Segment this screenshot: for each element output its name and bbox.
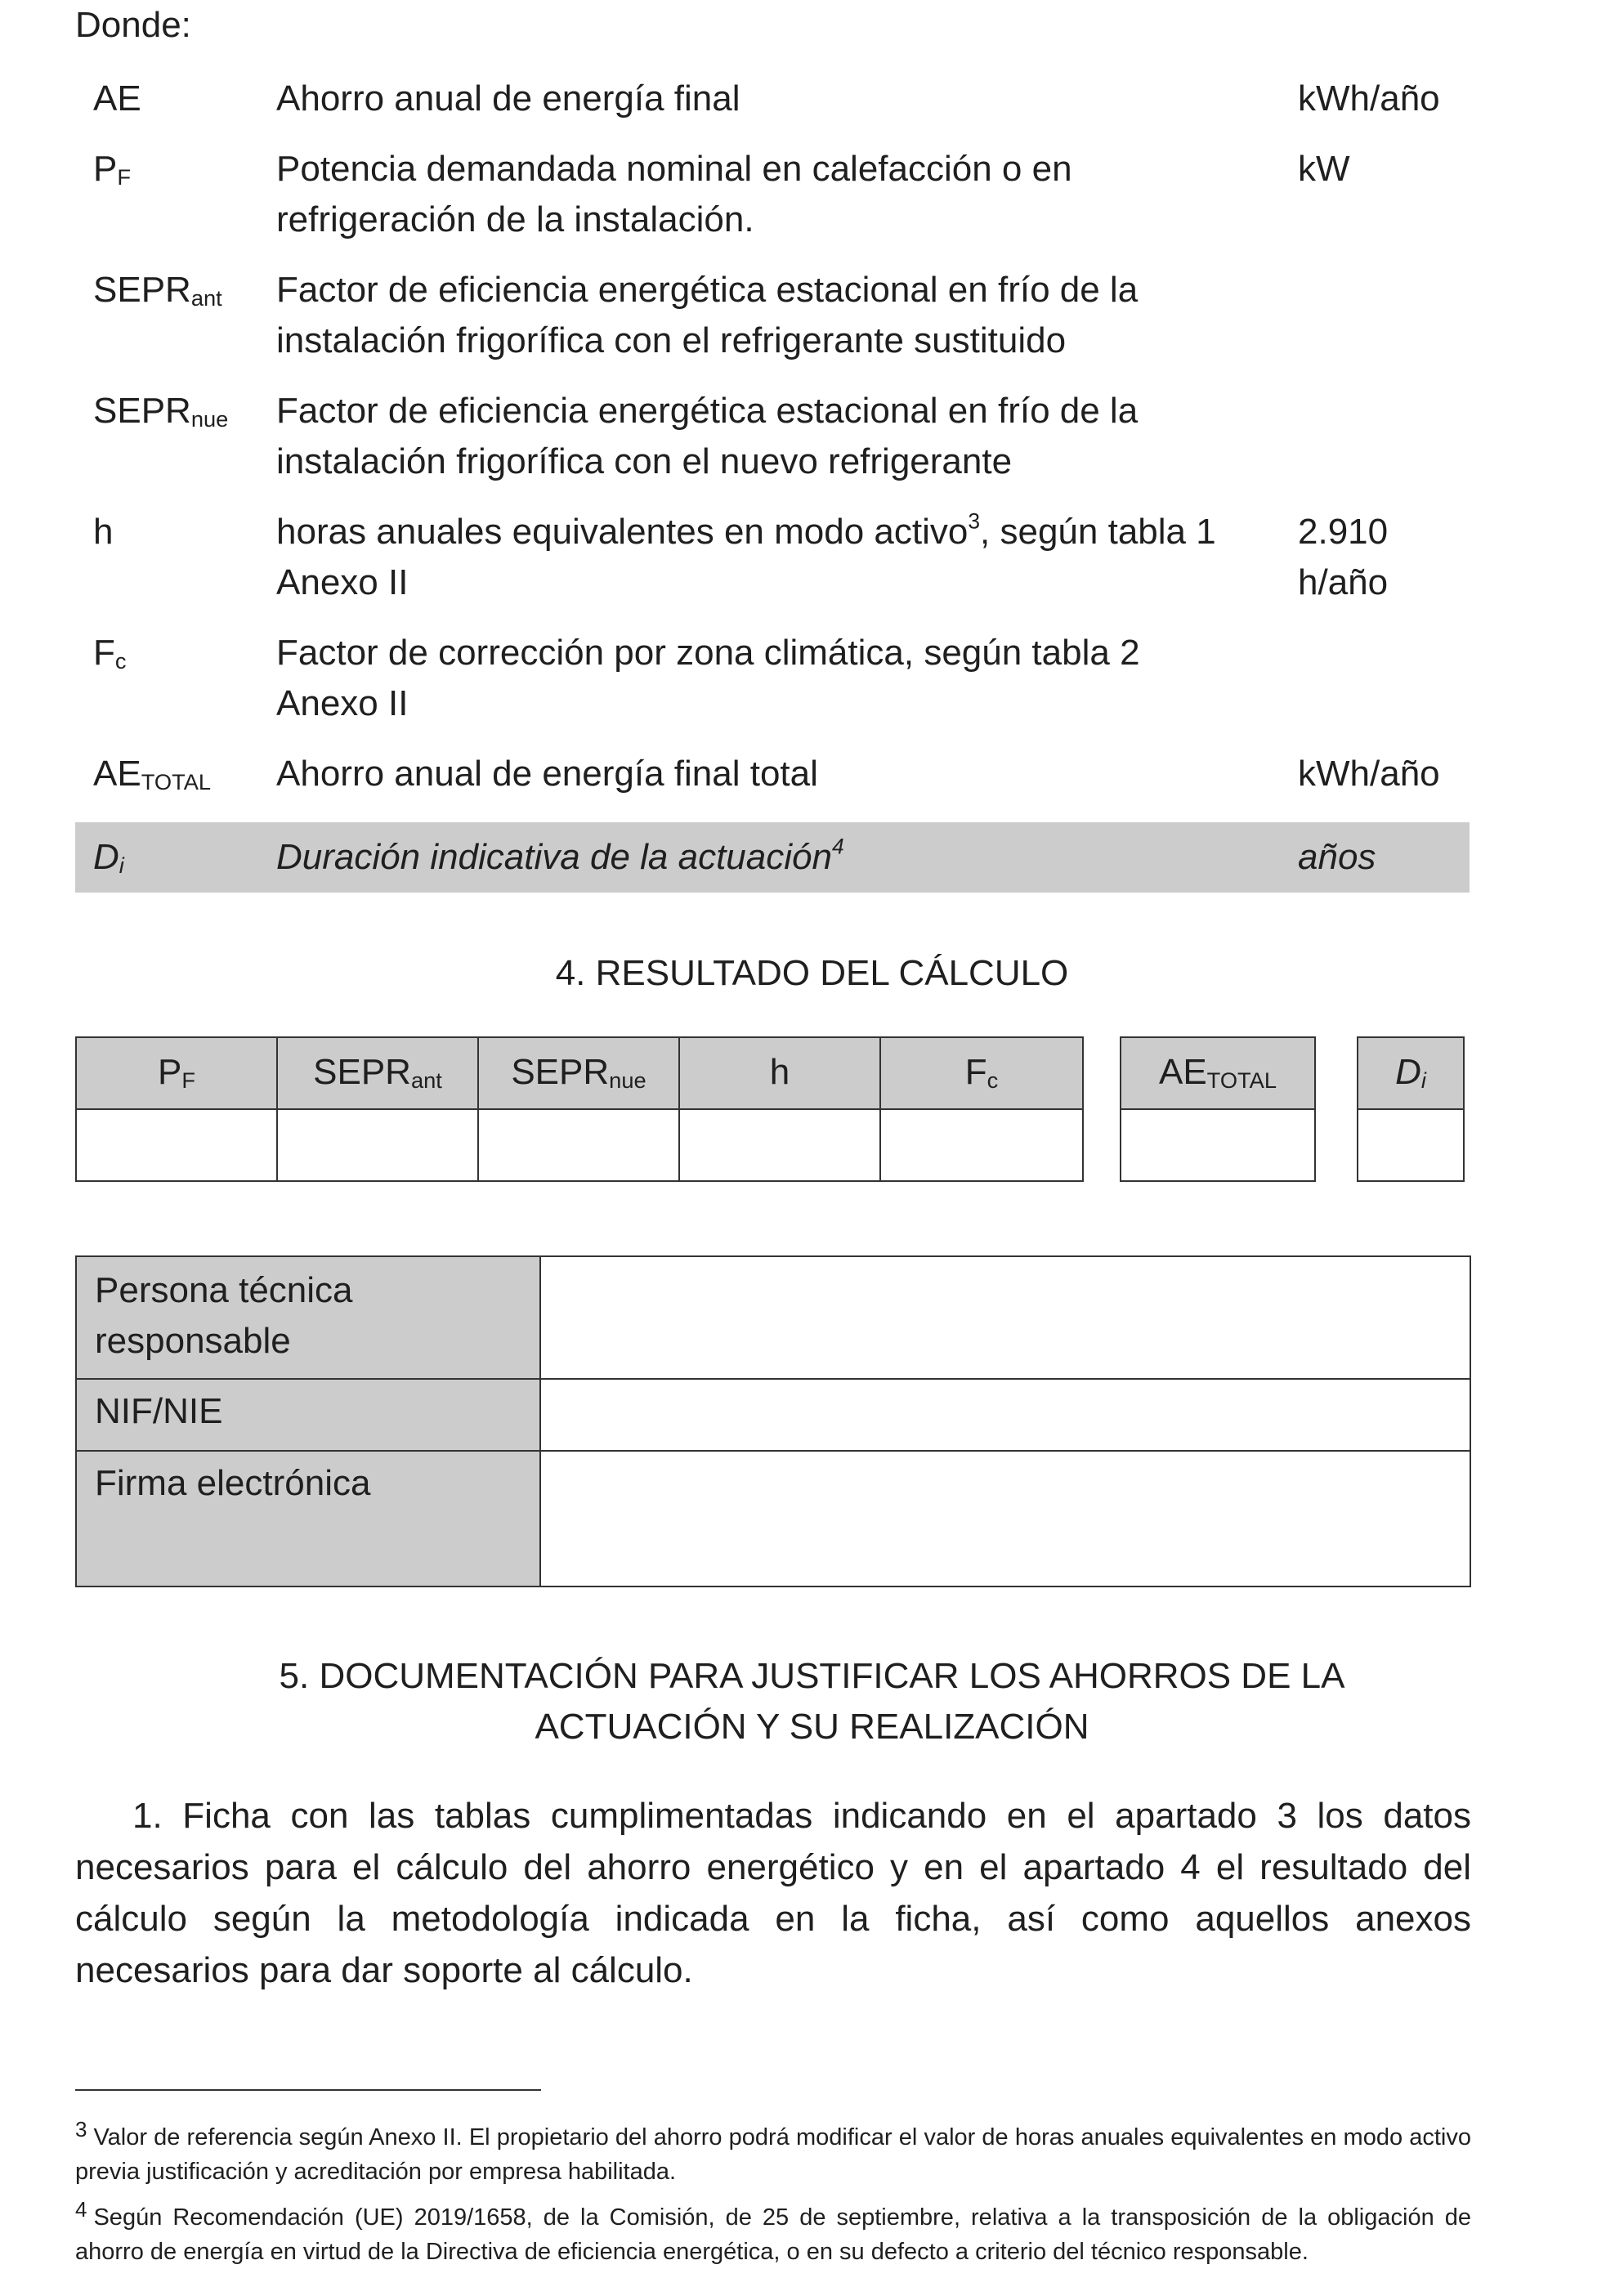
donde-label: Donde: [75, 5, 191, 45]
description: Ahorro anual de energía final total [276, 754, 818, 794]
tecnico-label: Persona técnica responsable [77, 1257, 541, 1378]
unit: años [1298, 837, 1376, 877]
symbol: AETOTAL [93, 754, 212, 794]
result-header-sepr-ant: SEPRant [276, 1036, 479, 1110]
result-value-fc [879, 1108, 1084, 1182]
section-5-heading: 5. DOCUMENTACIÓN PARA JUSTIFICAR LOS AHORROS DE LA ACTUACIÓN Y SU REALIZACIÓN [279, 1656, 1345, 1747]
unit: kW [1298, 149, 1350, 189]
nif-label: NIF/NIE [77, 1378, 541, 1450]
unit: kWh/año [1298, 78, 1440, 119]
definition-row-fc [75, 628, 1470, 749]
result-header-sepr-nue: SEPRnue [477, 1036, 680, 1110]
result-header-fc: Fc [879, 1036, 1084, 1110]
unit: kWh/año [1298, 754, 1440, 794]
result-header-di: Di [1357, 1036, 1465, 1110]
footnote-3: 3 Valor de referencia según Anexo II. El propietario del ahorro podrá modificar el valor de horas anuales equivalentes en modo activo previa justificación y acreditación por empresa habilitada. [75, 2117, 1471, 2185]
description: Duración indicativa de la actuación$^4$ [276, 834, 844, 877]
result-value-di [1357, 1108, 1465, 1182]
nif-field[interactable] [541, 1378, 1470, 1450]
description: Ahorro anual de energía final [276, 78, 740, 119]
definition-row-di [75, 822, 1470, 893]
description: Factor de eficiencia energética estacional en frío de la instalación frigorífica con el refrigerante sustituido [276, 270, 1139, 360]
symbol: Di [93, 837, 124, 878]
definition-row-pf [75, 144, 1470, 265]
definition-row-h [75, 507, 1470, 628]
definitions-table [75, 74, 1470, 889]
unit: 2.910 h/año [1298, 512, 1389, 602]
definition-row-ae-total [75, 749, 1470, 819]
tecnico-field[interactable] [541, 1257, 1470, 1378]
result-value-sepr-nue [477, 1108, 680, 1182]
footnote-separator [75, 2089, 541, 2091]
result-value-sepr-ant [276, 1108, 479, 1182]
result-value-ae-total [1120, 1108, 1316, 1182]
description: Factor de eficiencia energética estacional en frío de la instalación frigorífica con el nuevo refrigerante [276, 391, 1139, 481]
footnote-4: 4 Según Recomendación (UE) 2019/1658, de la Comisión, de 25 de septiembre, relativa a la transposición de la obligación de ahorro de energía en virtud de la Directiva de eficiencia energética, o en su defecto a criterio del técnico responsable. [75, 2197, 1471, 2265]
result-value-h [678, 1108, 881, 1182]
signature-table [75, 1255, 1471, 1587]
firma-label: Firma electrónica [77, 1450, 541, 1586]
description: horas anuales equivalentes en modo activo$^3$, según tabla 1 Anexo II [276, 508, 1216, 602]
symbol: PF [93, 149, 132, 190]
result-header-ae-total: AETOTAL [1120, 1036, 1316, 1110]
definition-row-ae [75, 74, 1470, 144]
documentation-item-1: 1. Ficha con las tablas cumplimentadas indicando en el apartado 3 los datos necesarios para el cálculo del ahorro energético y en el apartado 4 el resultado del cálculo según la metodología indicada en la ficha, así como aquellos anexos necesarios para dar soporte al cálculo. [75, 1796, 1471, 1990]
description: Potencia demandada nominal en calefacción o en refrigeración de la instalación. [276, 149, 1072, 239]
symbol: AE [93, 78, 141, 119]
footnote-ref-4: 4 [831, 834, 844, 859]
symbol: Fc [93, 633, 127, 674]
symbol: h [93, 512, 114, 552]
firma-field[interactable] [541, 1450, 1470, 1586]
definition-row-sepr-ant [75, 265, 1470, 386]
result-value-pf [75, 1108, 278, 1182]
footnote-ref-3: 3 [968, 508, 981, 534]
section-4-heading: 4. RESULTADO DEL CÁLCULO [555, 953, 1069, 993]
symbol: SEPRant [93, 270, 222, 311]
description: Factor de corrección por zona climática, según tabla 2 Anexo II [276, 633, 1140, 723]
result-header-h: h [678, 1036, 881, 1110]
result-header-pf: PF [75, 1036, 278, 1110]
definition-row-sepr-nue [75, 386, 1470, 507]
symbol: SEPRnue [93, 391, 229, 432]
